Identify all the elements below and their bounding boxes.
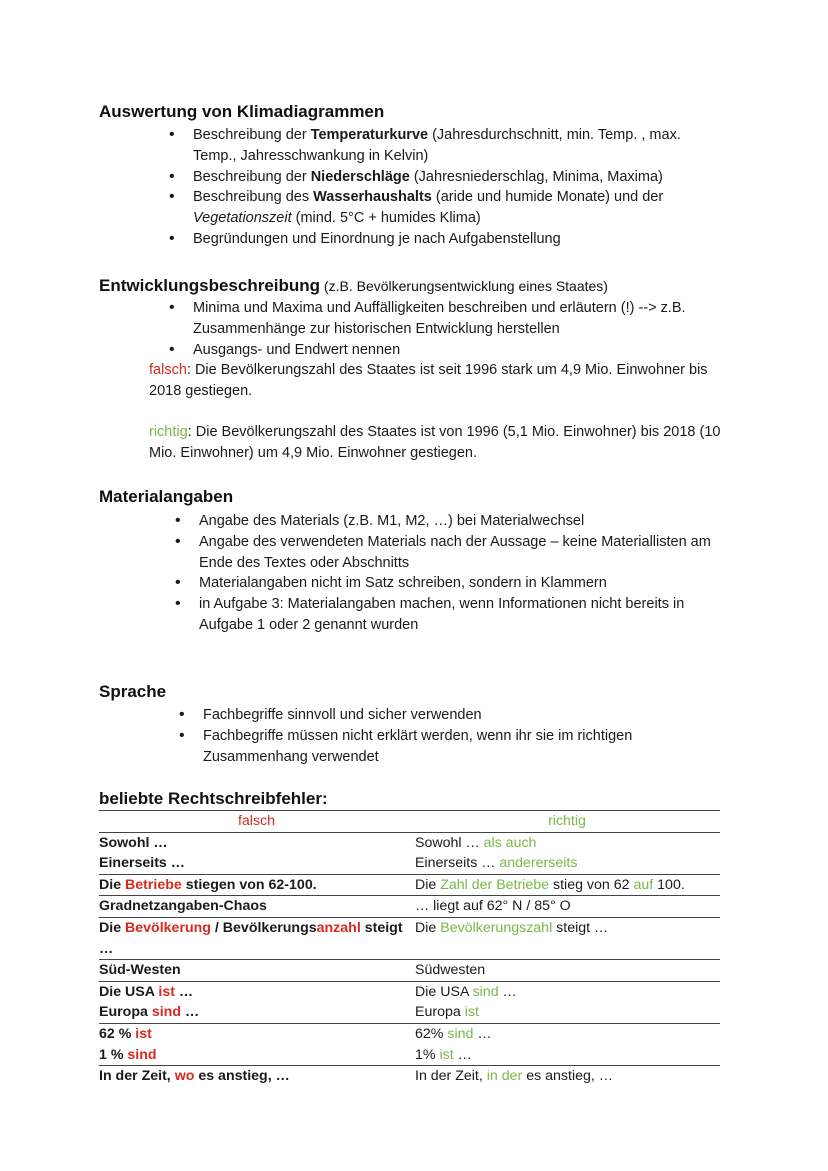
cell-richtig	[414, 1066, 720, 1087]
text-plain: steigt …	[552, 919, 609, 936]
cell-falsch	[99, 896, 414, 918]
text-error: Betriebe	[125, 876, 182, 893]
text-plain: 1 %	[99, 1046, 128, 1063]
cell-falsch	[99, 960, 414, 982]
text-error: sind	[151, 1004, 181, 1021]
list-item: • Angabe des verwendeten Materials nach der Aussage – keine Materiallisten am Ende des Textes oder Abschnitts	[173, 532, 728, 574]
table-row	[99, 1045, 720, 1066]
text-plain: Sowohl …	[415, 834, 484, 851]
text-plain: Die	[415, 919, 441, 936]
text-correction: sind	[447, 1025, 474, 1042]
item-text: (Jahresniederschlag, Minima, Maxima)	[409, 168, 663, 185]
heading-entwicklung	[99, 276, 608, 296]
text-plain: Süd-Westen	[99, 962, 181, 979]
cell-falsch	[99, 1023, 414, 1044]
text-plain: In der Zeit,	[99, 1068, 175, 1085]
table-row	[99, 832, 720, 853]
cell-richtig	[414, 1002, 720, 1023]
example-text: : Die Bevölkerungszahl des Staates ist seit 1996 stark um 4,9 Mio. Einwohner bis 2018 gestiegen.	[149, 362, 708, 399]
text-plain: … liegt auf 62° N / 85° O	[415, 898, 571, 915]
list-materialangaben	[173, 511, 728, 636]
item-text: Beschreibung des	[193, 189, 314, 206]
item-text: Begründungen und Einordnung je nach Aufgabenstellung	[193, 230, 561, 247]
text-correction: auf	[633, 876, 654, 893]
list-item: • Angabe des Materials (z.B. M1, M2, …) bei Materialwechsel	[173, 511, 728, 532]
text-correction: Zahl der Betriebe	[440, 876, 550, 893]
text-correction: sind	[472, 983, 499, 1000]
item-bold: Niederschläge	[310, 168, 410, 185]
cell-richtig	[414, 874, 720, 896]
item-bold: Temperaturkurve	[310, 127, 429, 143]
text-plain: 1%	[415, 1046, 440, 1063]
cell-richtig	[414, 981, 720, 1002]
table-row	[99, 917, 720, 938]
text-plain: Die USA	[99, 983, 159, 1000]
text-correction: in der	[486, 1068, 523, 1085]
text-error: Bevölkerung	[125, 919, 211, 936]
heading-note: (z.B. Bevölkerungsentwicklung eines Staates)	[320, 278, 608, 294]
list-item	[167, 187, 727, 229]
text-correction: ist	[464, 1004, 479, 1021]
item-bold: Wasserhaushalts	[313, 189, 432, 206]
table-row	[99, 1002, 720, 1023]
list-item: • Fachbegriffe müssen nicht erklärt werden, wenn ihr sie im richtigen Zusammenhang verwendet	[177, 726, 697, 768]
fehler-table	[99, 810, 720, 1087]
cell-richtig	[414, 960, 720, 982]
item-text: (aride und humide Monate) und der	[431, 189, 664, 206]
table-row	[99, 1066, 720, 1087]
text-plain: Europa	[415, 1004, 465, 1021]
text-plain: Einerseits …	[415, 855, 500, 872]
list-item: • Ausgangs- und Endwert nennen	[167, 340, 727, 361]
column-header-falsch: falsch	[99, 811, 414, 833]
list-item: • Fachbegriffe sinnvoll und sicher verwenden	[177, 705, 697, 726]
cell-falsch	[99, 917, 414, 938]
example-richtig	[149, 422, 724, 464]
text-plain: Sowohl …	[99, 834, 168, 851]
cell-richtig	[414, 832, 720, 853]
cell-falsch	[99, 832, 414, 853]
text-plain: Die USA	[415, 983, 473, 1000]
cell-richtig	[414, 917, 720, 938]
text-plain: …	[99, 940, 114, 957]
text-plain: …	[473, 1025, 492, 1042]
item-text: (Jahresdurchschnitt, min. Temp. , max. Temp., Jahresschwankung in Kelvin)	[193, 127, 681, 164]
item-text: (mind. 5°C + humides Klima)	[291, 210, 481, 227]
text-plain: 62%	[415, 1025, 448, 1042]
list-entwicklung	[167, 298, 727, 360]
text-plain: In der Zeit,	[415, 1068, 487, 1085]
table-row	[99, 853, 720, 874]
text-plain: stiegen von 62-100.	[181, 876, 317, 893]
cell-falsch	[99, 1066, 414, 1087]
text-plain: Die	[99, 876, 126, 893]
item-text: Beschreibung der	[193, 168, 311, 185]
table-row	[99, 874, 720, 896]
text-plain: / Bevölkerungs	[210, 919, 317, 936]
text-error: wo	[174, 1068, 195, 1085]
list-item: • in Aufgabe 3: Materialangaben machen, wenn Informationen nicht bereits in Aufgabe 1 oder 2 genannt wurden	[173, 594, 728, 636]
label-falsch: falsch	[149, 362, 187, 378]
list-item	[167, 167, 727, 188]
label-richtig: richtig	[149, 424, 188, 440]
heading-sprache: Sprache	[99, 682, 167, 701]
cell-falsch	[99, 1002, 414, 1023]
text-plain: 100.	[653, 876, 685, 893]
item-italic: Vegetationszeit	[193, 210, 292, 227]
text-plain: Gradnetzangaben-Chaos	[99, 898, 267, 915]
text-plain: 62 %	[99, 1025, 136, 1042]
text-error: ist	[158, 983, 175, 1000]
list-item	[167, 125, 727, 167]
table-row	[99, 981, 720, 1002]
text-plain: Europa	[99, 1004, 152, 1021]
table-row	[99, 1023, 720, 1044]
table-row	[99, 960, 720, 982]
text-plain: …	[174, 983, 194, 1000]
text-plain: …	[498, 983, 517, 1000]
column-header-richtig: richtig	[414, 811, 720, 833]
cell-falsch	[99, 853, 414, 874]
text-correction: Bevölkerungszahl	[440, 919, 553, 936]
heading-materialangaben: Materialangaben	[99, 487, 234, 506]
table-row	[99, 939, 720, 960]
cell-richtig	[414, 1045, 720, 1066]
table-row	[99, 896, 720, 918]
text-correction: als auch	[483, 834, 537, 851]
text-plain: es anstieg, …	[522, 1068, 613, 1085]
list-item	[167, 229, 727, 250]
list-sprache	[177, 705, 697, 767]
text-error: ist	[135, 1025, 152, 1042]
list-item: • Minima und Maxima und Auffälligkeiten beschreiben und erläutern (!) --> z.B. Zusammenhänge zur historischen Entwicklung herstellen	[167, 298, 727, 340]
cell-richtig	[414, 1023, 720, 1044]
text-plain: Die	[99, 919, 126, 936]
cell-richtig	[414, 939, 720, 960]
heading-text: Entwicklungsbeschreibung	[99, 276, 321, 295]
list-klimadiagramme	[167, 125, 727, 250]
cell-falsch	[99, 939, 414, 960]
example-falsch	[149, 360, 724, 402]
text-plain: Die	[415, 876, 441, 893]
text-plain: …	[453, 1046, 472, 1063]
text-correction: ist	[439, 1046, 454, 1063]
cell-falsch	[99, 874, 414, 896]
text-plain: …	[181, 1004, 200, 1021]
text-plain: Südwesten	[415, 962, 486, 979]
text-error: anzahl	[316, 919, 361, 936]
heading-rechtschreibfehler: beliebte Rechtschreibfehler:	[99, 789, 328, 808]
list-item: • Materialangaben nicht im Satz schreiben, sondern in Klammern	[173, 573, 728, 594]
text-correction: andererseits	[499, 855, 578, 872]
text-plain: stieg von 62	[549, 876, 634, 893]
text-plain: es anstieg, …	[194, 1068, 290, 1085]
cell-richtig	[414, 896, 720, 918]
text-plain: Einerseits …	[99, 855, 185, 872]
text-error: sind	[127, 1046, 157, 1063]
cell-richtig	[414, 853, 720, 874]
text-plain: steigt	[360, 919, 403, 936]
cell-falsch	[99, 1045, 414, 1066]
heading-klimadiagramme: Auswertung von Klimadiagrammen	[99, 102, 385, 121]
fehler-table-body	[99, 832, 720, 1087]
cell-falsch	[99, 981, 414, 1002]
item-text: Beschreibung der	[193, 127, 311, 143]
example-text: : Die Bevölkerungszahl des Staates ist von 1996 (5,1 Mio. Einwohner) bis 2018 (10 Mio. Einwohner) um 4,9 Mio. Einwohner gestiegen.	[149, 424, 721, 461]
